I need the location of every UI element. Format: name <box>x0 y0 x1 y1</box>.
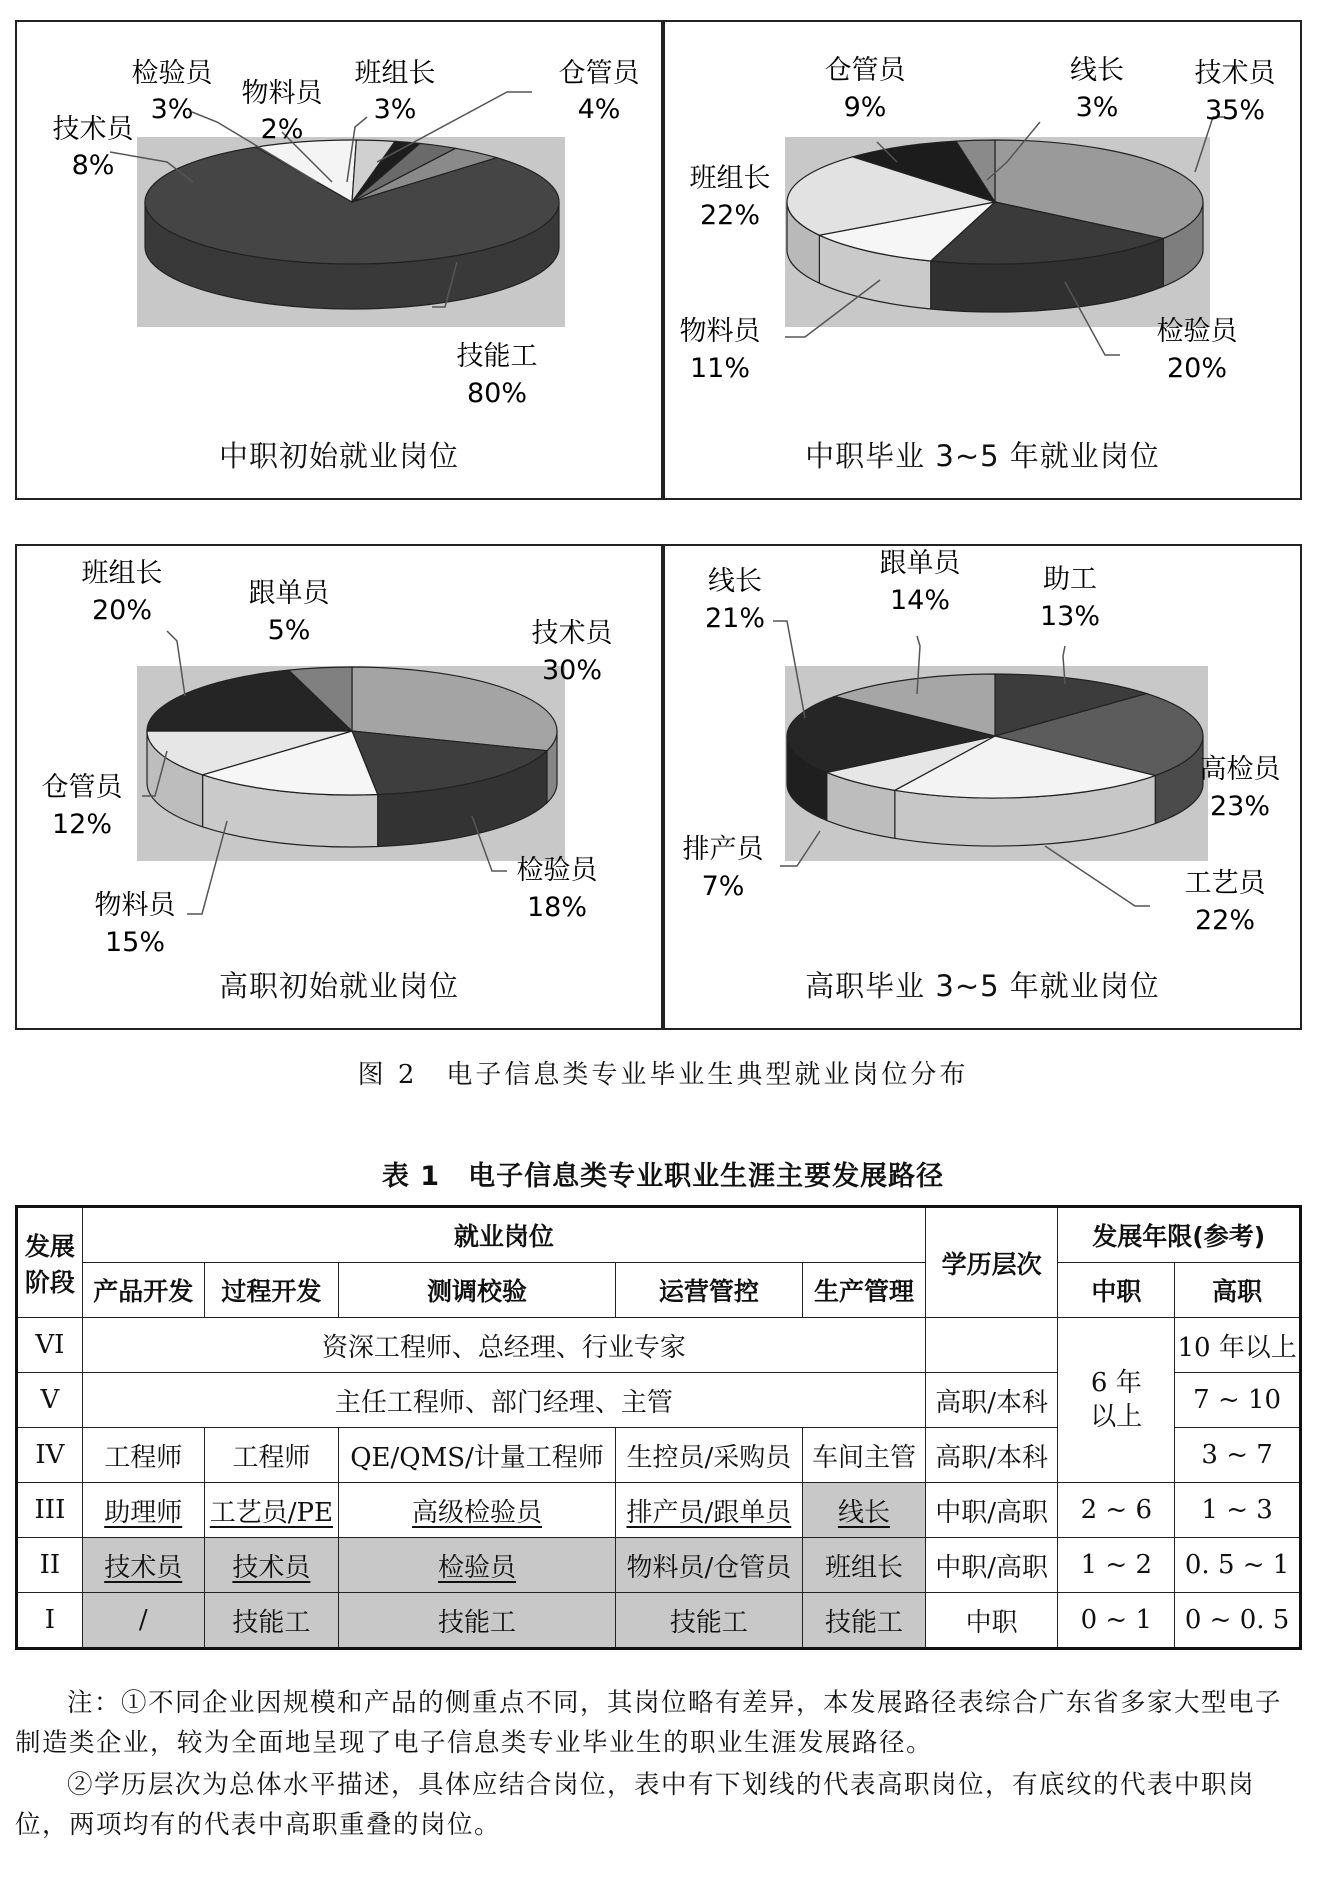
header-production: 生产管理 <box>803 1263 926 1318</box>
job-cell <box>339 1483 615 1538</box>
job-cell: 物料员/仓管员 <box>615 1538 802 1593</box>
pie-label-name: 检验员 <box>131 58 213 89</box>
chart-title: 中职毕业 3~5 年就业岗位 <box>805 439 1160 473</box>
pie-label-pct: 7% <box>701 871 745 902</box>
zz-years-cell: 0 ~ 1 <box>1058 1593 1175 1649</box>
job-cell <box>803 1483 926 1538</box>
job-cell: 班组长 <box>803 1538 926 1593</box>
job-label: 技术员 <box>232 1552 311 1583</box>
edu-cell <box>925 1318 1058 1373</box>
stage-cell: I <box>17 1593 83 1649</box>
gz-years-cell: 3 ~ 7 <box>1175 1428 1301 1483</box>
gz-years-cell: 0 ~ 0. 5 <box>1175 1593 1301 1649</box>
header-jobs: 就业岗位 <box>82 1207 925 1263</box>
gz-years-cell: 7 ~ 10 <box>1175 1373 1301 1428</box>
chart-panel-3 <box>15 544 663 1030</box>
pie-chart-2 <box>665 22 1304 502</box>
job-label: 高级检验员 <box>411 1497 542 1528</box>
pie-label-name: 跟单员 <box>879 548 961 579</box>
job-cell <box>339 1538 615 1593</box>
table-row <box>17 1318 1301 1373</box>
pie-label-name: 物料员 <box>94 890 176 921</box>
chart-panel-2 <box>663 20 1302 500</box>
pie-chart-3 <box>17 546 665 1032</box>
job-cell: 技能工 <box>803 1593 926 1649</box>
pie-label-name: 技术员 <box>531 618 613 649</box>
pie-label-name: 技能工 <box>456 341 538 372</box>
pie-label-pct: 35% <box>1204 95 1266 126</box>
stage-cell: V <box>17 1373 83 1428</box>
pie-label-pct: 18% <box>526 892 588 923</box>
pie-label-pct: 22% <box>1194 905 1256 936</box>
pie-label-name: 助工 <box>1043 564 1097 595</box>
job-cell: 生控员/采购员 <box>615 1428 802 1483</box>
header-zhongzhi: 中职 <box>1058 1263 1175 1318</box>
career-path-table <box>15 1205 1302 1650</box>
job-cell: 技能工 <box>204 1593 339 1649</box>
chart-title: 高职初始就业岗位 <box>218 969 459 1003</box>
pie-label-pct: 4% <box>577 94 621 125</box>
chart-panel-4 <box>663 544 1302 1030</box>
pie-label-name: 高检员 <box>1199 754 1281 785</box>
header-stage: 发展阶段 <box>17 1207 83 1318</box>
pie-chart-4 <box>665 546 1304 1032</box>
job-label: 排产员/跟单员 <box>626 1497 792 1528</box>
stage-cell: III <box>17 1483 83 1538</box>
job-cell: 工程师 <box>204 1428 339 1483</box>
edu-cell: 高职/本科 <box>925 1428 1058 1483</box>
pie-label-pct: 11% <box>689 353 751 384</box>
stage-cell: IV <box>17 1428 83 1483</box>
edu-cell: 高职/本科 <box>925 1373 1058 1428</box>
pie-label-pct: 3% <box>373 94 417 125</box>
pie-label-pct: 12% <box>51 809 113 840</box>
gz-years-cell: 1 ~ 3 <box>1175 1483 1301 1538</box>
pie-label-pct: 21% <box>704 603 766 634</box>
table-row <box>17 1538 1301 1593</box>
pie-label-name: 物料员 <box>679 316 761 347</box>
pie-label-name: 仓管员 <box>558 58 640 89</box>
zz-years-upper: 6 年以上 <box>1090 1368 1143 1432</box>
job-cell: 车间主管 <box>803 1428 926 1483</box>
job-cell: 技能工 <box>615 1593 802 1649</box>
pie-label-pct: 30% <box>541 655 603 686</box>
pie-label-name: 线长 <box>1070 55 1124 86</box>
pie-label-pct: 22% <box>699 200 761 231</box>
zz-years-cell: 2 ~ 6 <box>1058 1483 1175 1538</box>
pie-label-pct: 9% <box>843 92 887 123</box>
header-test: 测调校验 <box>339 1263 615 1318</box>
table-row <box>17 1593 1301 1649</box>
pie-label-name: 检验员 <box>1156 316 1238 347</box>
job-label: 助理师 <box>104 1497 183 1528</box>
pie-label-name: 仓管员 <box>824 55 906 86</box>
header-education: 学历层次 <box>925 1207 1058 1318</box>
pie-label-pct: 15% <box>104 927 166 958</box>
pie-label-pct: 3% <box>150 94 194 125</box>
table-caption: 表 1 电子信息类专业职业生涯主要发展路径 <box>381 1161 945 1192</box>
chart-title: 中职初始就业岗位 <box>218 439 459 473</box>
header-years: 发展年限(参考) <box>1058 1207 1301 1263</box>
pie-label-pct: 13% <box>1039 601 1101 632</box>
job-cell: 技能工 <box>339 1593 615 1649</box>
pie-label-pct: 80% <box>466 378 528 409</box>
pie-label-pct: 14% <box>889 585 951 616</box>
pie-chart-1 <box>17 22 665 502</box>
job-cell <box>204 1538 339 1593</box>
pie-label-name: 技术员 <box>52 114 134 145</box>
pie-label-name: 仓管员 <box>41 772 123 803</box>
job-cell <box>204 1483 339 1538</box>
job-label: 技术员 <box>104 1552 183 1583</box>
gz-years-cell: 0. 5 ~ 1 <box>1175 1538 1301 1593</box>
job-cell: 主任工程师、部门经理、主管 <box>82 1373 925 1428</box>
figure-caption: 图 2 电子信息类专业毕业生典型就业岗位分布 <box>357 1060 969 1090</box>
job-label: 检验员 <box>437 1552 516 1583</box>
header-product-dev: 产品开发 <box>82 1263 204 1318</box>
zz-years-cell: 1 ~ 2 <box>1058 1538 1175 1593</box>
pie-label-name: 线长 <box>708 566 762 597</box>
edu-cell: 中职 <box>925 1593 1058 1649</box>
job-label: 工艺员/PE <box>209 1497 334 1528</box>
table-row <box>17 1483 1301 1538</box>
job-cell <box>615 1483 802 1538</box>
pie-label-pct: 23% <box>1209 791 1271 822</box>
pie-label-pct: 8% <box>71 150 115 181</box>
pie-label-name: 班组长 <box>81 558 163 589</box>
job-cell <box>82 1483 204 1538</box>
header-operations: 运营管控 <box>615 1263 802 1318</box>
job-cell: QE/QMS/计量工程师 <box>339 1428 615 1483</box>
pie-label-pct: 20% <box>91 595 153 626</box>
pie-label-name: 跟单员 <box>248 578 330 609</box>
pie-label-name: 物料员 <box>241 78 323 109</box>
pie-label-pct: 20% <box>1166 353 1228 384</box>
pie-label-name: 工艺员 <box>1184 868 1266 899</box>
edu-cell: 中职/高职 <box>925 1538 1058 1593</box>
job-cell: / <box>82 1593 204 1649</box>
edu-cell: 中职/高职 <box>925 1483 1058 1538</box>
zz-years-cell <box>1058 1318 1175 1483</box>
job-cell: 资深工程师、总经理、行业专家 <box>82 1318 925 1373</box>
pie-label-pct: 5% <box>267 615 311 646</box>
stage-cell: VI <box>17 1318 83 1373</box>
pie-label-name: 班组长 <box>354 58 436 89</box>
pie-label-name: 班组长 <box>689 163 771 194</box>
header-gaozhi: 高职 <box>1175 1263 1301 1318</box>
chart-panel-1 <box>15 20 663 500</box>
chart-title: 高职毕业 3~5 年就业岗位 <box>805 969 1160 1003</box>
note-2: ②学历层次为总体水平描述，具体应结合岗位，表中有下划线的代表高职岗位，有底纹的代表中职岗位，两项均有的代表中高职重叠的岗位。 <box>15 1770 1256 1840</box>
header-process-dev: 过程开发 <box>204 1263 339 1318</box>
pie-label-name: 排产员 <box>682 834 764 865</box>
pie-label-pct: 3% <box>1075 92 1119 123</box>
job-cell <box>82 1538 204 1593</box>
pie-label-pct: 2% <box>260 114 304 145</box>
job-cell: 工程师 <box>82 1428 204 1483</box>
note-1: 注：①不同企业因规模和产品的侧重点不同，其岗位略有差异，本发展路径表综合广东省多家大型电子制造类企业，较为全面地呈现了电子信息类专业毕业生的职业生涯发展路径。 <box>15 1688 1283 1758</box>
job-label: 线长 <box>837 1497 890 1528</box>
pie-label-name: 检验员 <box>516 855 598 886</box>
pie-label-name: 技术员 <box>1194 58 1276 89</box>
gz-years-cell: 10 年以上 <box>1175 1318 1301 1373</box>
stage-cell: II <box>17 1538 83 1593</box>
